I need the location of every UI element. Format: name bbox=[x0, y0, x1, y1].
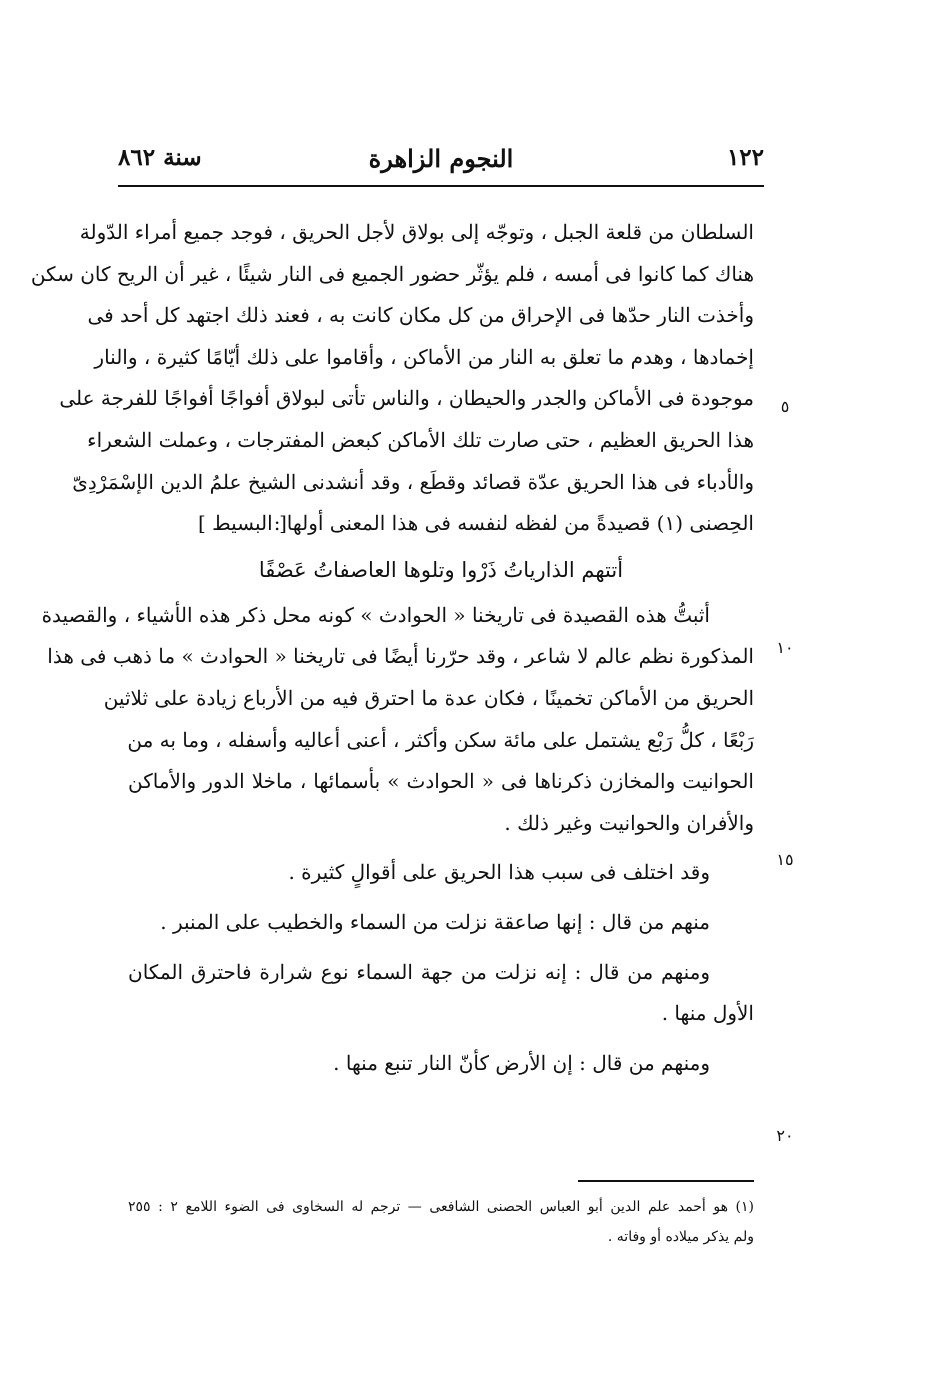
text-line: أثبتُّ هذه القصيدة فى تاريخنا « الحوادث » كونه محل ذكر هذه الأشياء ، والقصيدة bbox=[41, 602, 710, 627]
text-line: الحريق من الأماكن تخمينًا ، فكان عدة ما احترق فيه من الأرباع زيادة على ثلاثين bbox=[103, 685, 754, 710]
line-number-5: ٥ bbox=[780, 397, 790, 416]
header-book-title: النجوم الزاهرة bbox=[368, 144, 514, 173]
poem-intro: الحِصنى (١) قصيدةً من لفظه لنفسه فى هذا المعنى أولها : bbox=[273, 511, 754, 536]
header-page-number: ١٢٢ bbox=[726, 144, 764, 171]
text-line: السلطان من قلعة الجبل ، وتوجّه إلى بولاق لأجل الحريق ، فوجد جميع أمراء الدّولة bbox=[79, 220, 754, 244]
poem-verse: أتتهم الذارياتُ ذَرْوا وتلوها العاصفاتُ عَصْفًا bbox=[258, 557, 624, 582]
text-line: وأخذت النار حدّها فى الإحراق من كل مكان كانت به ، فعند ذلك اجتهد كل أحد فى bbox=[87, 303, 754, 328]
text-line: ومنهم من قال : إن الأرض كأنّ النار تنبع منها . bbox=[333, 1050, 710, 1075]
text-line: رَبْعًا ، كلُّ رَبْع يشتمل على مائة سكن وأكثر ، أعنى أعاليه وأسفله ، وما به من bbox=[127, 727, 754, 752]
text-line: الأول منها . bbox=[661, 1001, 754, 1026]
text-line: المذكورة نظم عالم لا شاعر ، وقد حرّرنا أيضًا فى تاريخنا « الحوادث » ما ذهب فى هذا bbox=[47, 644, 754, 669]
text-line: هذا الحريق العظيم ، حتى صارت تلك الأماكن كبعض المفترجات ، وعملت الشعراء bbox=[87, 427, 754, 452]
footnote-line: (١) هو أحمد علم الدين أبو العباس الحصنى الشافعى — ترجم له السخاوى فى الضوء اللامع ٢ : ٢٥٥ bbox=[128, 1199, 754, 1215]
footnote-rule bbox=[578, 1180, 754, 1182]
text-line: الحوانيت والمخازن ذكرناها فى « الحوادث » بأسمائها ، ماخلا الدور والأماكن bbox=[128, 769, 754, 794]
header-year: سنة ٨٦٢ bbox=[118, 144, 202, 171]
footnotes bbox=[128, 1192, 754, 1252]
line-number-10: ١٠ bbox=[776, 638, 794, 657]
header-rule bbox=[118, 185, 764, 187]
footnote-line: ولم يذكر ميلاده أو وفاته . bbox=[607, 1229, 754, 1245]
poem-intro-line bbox=[128, 503, 754, 545]
text-line: هناك كما كانوا فى أمسه ، فلم يؤثّر حضور الجميع فى النار شيئًا ، غير أن الريح كان سكن bbox=[30, 261, 754, 286]
text-line: إخمادها ، وهدم ما تعلق به النار من الأماكن ، وأقاموا على ذلك أيّامًا كثيرة ، والنار bbox=[94, 344, 754, 369]
line-number-15: ١٥ bbox=[776, 850, 794, 869]
text-line: والأدباء فى هذا الحريق عدّة قصائد وقطَع ، وقد أنشدنى الشيخ علمُ الدين الإسْمَرْدِىّ bbox=[72, 469, 754, 494]
text-line: منهم من قال : إنها صاعقة نزلت من السماء والخطيب على المنبر . bbox=[160, 909, 710, 934]
main-text bbox=[30, 212, 754, 1084]
text-line: والأفران والحوانيت وغير ذلك . bbox=[504, 810, 754, 835]
text-line: ومنهم من قال : إنه نزلت من جهة السماء نوع شرارة فاحترق المكان bbox=[128, 959, 710, 984]
poem-meter: [ البسيط ] bbox=[198, 511, 287, 536]
text-line: موجودة فى الأماكن والجدر والحيطان ، والناس تأتى لبولاق أفواجًا أفواجًا للفرجة على bbox=[59, 386, 754, 411]
page-header bbox=[118, 140, 764, 188]
text-line: وقد اختلف فى سبب هذا الحريق على أقوالٍ كثيرة . bbox=[288, 860, 710, 885]
line-number-20: ٢٠ bbox=[776, 1126, 794, 1145]
